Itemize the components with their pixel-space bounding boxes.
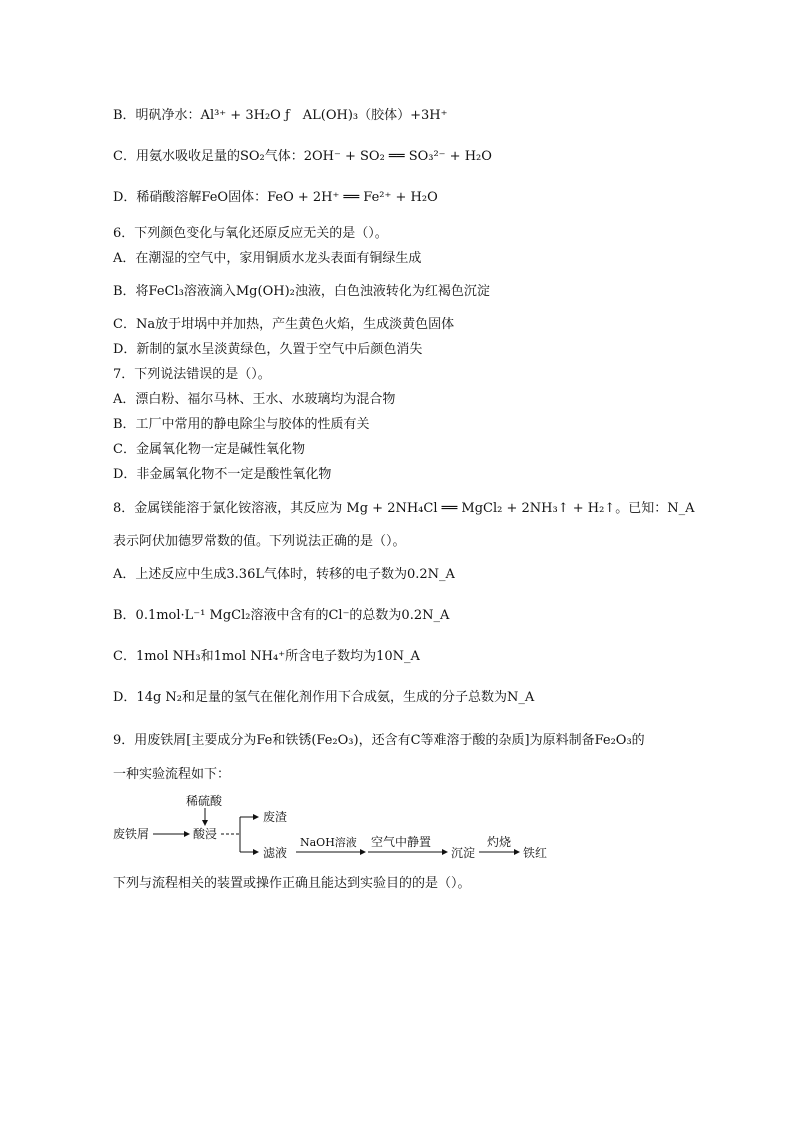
option-5b: B．明矾净水：Al³⁺ + 3H₂O ƒ AL(OH)₃（胶体）+3H⁺ [113, 108, 448, 123]
option-8b: B．0.1mol·L⁻¹ MgCl₂溶液中含有的Cl⁻的总数为0.2N_A [113, 608, 450, 623]
flow-burn-label: 灼烧 [487, 835, 512, 849]
question-8-stem-cont: 表示阿伏加德罗常数的值。下列说法正确的是（）。 [113, 534, 406, 549]
flow-air-label: 空气中静置 [371, 835, 432, 849]
flow-naoh-label: NaOH溶液 [300, 836, 357, 849]
option-6d: D．新制的氯水呈淡黄绿色，久置于空气中后颜色消失 [113, 342, 423, 357]
flow-acid-label: 稀硫酸 [186, 794, 223, 808]
flow-product-label: 铁红 [523, 846, 548, 860]
option-8c: C．1mol NH₃和1mol NH₄⁺所含电子数均为10N_A [113, 649, 420, 664]
question-9-stem: 9．用废铁屑[主要成分为Fe和铁锈(Fe₂O₃)，还含有C等难溶于酸的杂质]为原料制备Fe₂O₃的 [113, 733, 645, 748]
flow-residue-label: 废渣 [263, 810, 288, 824]
flow-precip-label: 沉淀 [451, 846, 476, 860]
option-5d: D．稀硝酸溶解FeO固体：FeO + 2H⁺ ══ Fe²⁺ + H₂O [113, 190, 438, 205]
process-flow-diagram [113, 793, 573, 873]
question-9-stem-cont: 一种实验流程如下： [113, 767, 231, 782]
option-6a: A．在潮湿的空气中，家用铜质水龙头表面有铜绿生成 [113, 251, 422, 266]
option-7a: A．漂白粉、福尔马林、王水、水玻璃均为混合物 [113, 392, 396, 407]
option-6c: C．Na放于坩埚中并加热，产生黄色火焰，生成淡黄色固体 [113, 317, 455, 332]
option-7d: D．非金属氧化物不一定是酸性氧化物 [113, 467, 332, 482]
flow-start-label: 废铁屑 [113, 827, 150, 841]
option-8a: A．上述反应中生成3.36L气体时，转移的电子数为0.2N_A [113, 567, 455, 582]
question-7: 7．下列说法错误的是（）。 [113, 367, 271, 382]
question-6: 6．下列颜色变化与氧化还原反应无关的是（）。 [113, 226, 388, 241]
option-8d: D．14g N₂和足量的氢气在催化剂作用下合成氨，生成的分子总数为N_A [113, 690, 535, 705]
option-5c: C．用氨水吸收足量的SO₂气体：2OH⁻ + SO₂ ══ SO₃²⁻ + H₂O [113, 149, 492, 164]
question-8-stem: 8．金属镁能溶于氯化铵溶液，其反应为 Mg + 2NH₄Cl ══ MgCl₂ + 2NH₃↑ + H₂↑。已知：N_A [113, 501, 695, 516]
flow-leach-label: 酸浸 [193, 827, 218, 841]
question-9-prompt: 下列与流程相关的装置或操作正确且能达到实验目的的是（）。 [113, 876, 471, 891]
option-7b: B．工厂中常用的静电除尘与胶体的性质有关 [113, 417, 370, 432]
option-6b: B．将FeCl₃溶液滴入Mg(OH)₂浊液，白色浊液转化为红褐色沉淀 [113, 284, 490, 299]
option-7c: C．金属氧化物一定是碱性氧化物 [113, 442, 305, 457]
flow-filtrate-label: 滤液 [263, 846, 288, 860]
